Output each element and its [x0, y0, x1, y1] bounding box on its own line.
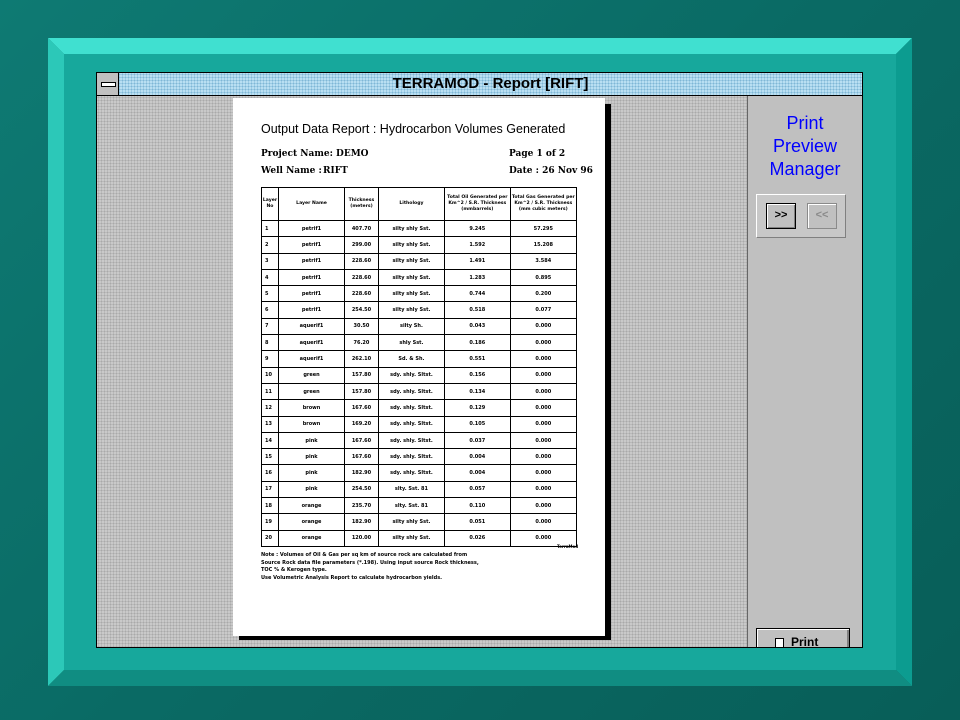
table-row [262, 498, 577, 514]
table-cell-thick: 407.70 [345, 221, 379, 237]
frame-bevel-left [48, 38, 64, 686]
table-cell-no: 13 [262, 416, 279, 432]
table-cell-name: petrif1 [278, 237, 344, 253]
frame-bevel-top [48, 38, 912, 54]
table-cell-no: 14 [262, 432, 279, 448]
table-cell-no: 20 [262, 530, 279, 546]
table-cell-gas: 57.295 [510, 221, 576, 237]
table-row [262, 269, 577, 285]
table-row [262, 221, 577, 237]
table-cell-lith: slty. Sst. 81 [378, 481, 444, 497]
print-button[interactable] [756, 628, 850, 648]
table-row [262, 416, 577, 432]
table-cell-no: 9 [262, 351, 279, 367]
table-cell-oil: 0.134 [445, 383, 511, 399]
table-cell-gas: 0.200 [510, 286, 576, 302]
table-cell-gas: 0.000 [510, 383, 576, 399]
system-menu-button[interactable] [97, 73, 119, 95]
table-row [262, 286, 577, 302]
next-page-button[interactable]: >> [766, 203, 796, 229]
table-cell-no: 8 [262, 335, 279, 351]
table-cell-name: green [278, 367, 344, 383]
table-cell-thick: 120.00 [345, 530, 379, 546]
table-cell-lith: sdy. shly. Sltst. [378, 383, 444, 399]
note-line: Source Rock data file parameters (*.198). Using input source Rock thickness, [261, 559, 479, 566]
table-row [262, 302, 577, 318]
table-row [262, 400, 577, 416]
panel-title-line: Manager [769, 159, 841, 179]
table-cell-gas: 0.000 [510, 449, 576, 465]
table-cell-oil: 0.744 [445, 286, 511, 302]
table-cell-oil: 1.491 [445, 253, 511, 269]
table-row [262, 351, 577, 367]
table-cell-no: 6 [262, 302, 279, 318]
table-row [262, 367, 577, 383]
table-cell-thick: 167.60 [345, 449, 379, 465]
table-cell-gas: 0.000 [510, 400, 576, 416]
table-cell-thick: 182.90 [345, 514, 379, 530]
table-cell-oil: 0.105 [445, 416, 511, 432]
table-cell-oil: 0.043 [445, 318, 511, 334]
report-window [96, 72, 863, 648]
table-cell-thick: 169.20 [345, 416, 379, 432]
table-cell-gas: 0.000 [510, 416, 576, 432]
col-thickness: Thickness (meters) [345, 188, 379, 221]
table-row [262, 481, 577, 497]
table-cell-no: 18 [262, 498, 279, 514]
frame-bevel-bottom [48, 670, 912, 686]
table-cell-oil: 0.004 [445, 449, 511, 465]
table-cell-lith: sdy. shly. Sltst. [378, 432, 444, 448]
table-cell-gas: 0.000 [510, 530, 576, 546]
table-cell-gas: 0.000 [510, 335, 576, 351]
panel-title-line: Print [786, 113, 824, 133]
table-cell-name: petrif1 [278, 269, 344, 285]
table-cell-thick: 228.60 [345, 253, 379, 269]
table-cell-oil: 0.110 [445, 498, 511, 514]
table-cell-oil: 0.129 [445, 400, 511, 416]
report-date: Date : 26 Nov 96 [509, 166, 593, 176]
table-cell-no: 19 [262, 514, 279, 530]
table-cell-lith: sdy. shly. Sltst. [378, 449, 444, 465]
table-cell-name: orange [278, 498, 344, 514]
terramod-tag: TerraMod [557, 544, 579, 549]
table-cell-gas: 0.000 [510, 318, 576, 334]
window-title: TERRAMOD - Report [RIFT] [392, 75, 589, 92]
table-cell-no: 11 [262, 383, 279, 399]
table-cell-no: 4 [262, 269, 279, 285]
table-cell-lith: silty shly Sst. [378, 514, 444, 530]
table-cell-name: pink [278, 465, 344, 481]
table-cell-gas: 0.000 [510, 498, 576, 514]
table-cell-thick: 299.00 [345, 237, 379, 253]
table-cell-gas: 0.000 [510, 465, 576, 481]
col-layer-no: Layer No [262, 188, 279, 221]
table-cell-name: brown [278, 416, 344, 432]
table-cell-oil: 0.051 [445, 514, 511, 530]
table-row [262, 318, 577, 334]
title-bar[interactable] [97, 73, 862, 96]
table-row [262, 530, 577, 546]
table-cell-lith: silty Sh. [378, 318, 444, 334]
table-row [262, 383, 577, 399]
print-preview-area[interactable] [97, 96, 748, 648]
col-total-gas: Total Gas Generated per Km^2 / S.R. Thickness (mm cubic meters) [510, 188, 576, 221]
panel-title [748, 112, 862, 181]
table-cell-lith: silty shly Sst. [378, 286, 444, 302]
table-cell-lith: Sd. & Sh. [378, 351, 444, 367]
table-cell-name: petrif1 [278, 221, 344, 237]
frame-bevel-right [896, 38, 912, 686]
table-cell-lith: sdy. shly. Sltst. [378, 416, 444, 432]
table-cell-oil: 0.004 [445, 465, 511, 481]
table-cell-lith: silty shly Sst. [378, 253, 444, 269]
panel-title-line: Preview [772, 136, 838, 156]
table-cell-gas: 0.000 [510, 351, 576, 367]
table-cell-thick: 76.20 [345, 335, 379, 351]
table-cell-oil: 9.245 [445, 221, 511, 237]
table-cell-gas: 3.584 [510, 253, 576, 269]
table-cell-name: pink [278, 481, 344, 497]
table-cell-no: 3 [262, 253, 279, 269]
table-cell-oil: 0.026 [445, 530, 511, 546]
table-cell-oil: 0.037 [445, 432, 511, 448]
page-nav-group [756, 194, 846, 238]
table-cell-name: orange [278, 530, 344, 546]
table-cell-no: 15 [262, 449, 279, 465]
table-cell-thick: 254.50 [345, 302, 379, 318]
table-cell-oil: 1.283 [445, 269, 511, 285]
table-cell-lith: silty shly Sst. [378, 237, 444, 253]
table-cell-oil: 0.518 [445, 302, 511, 318]
table-row [262, 432, 577, 448]
table-cell-no: 12 [262, 400, 279, 416]
table-cell-name: petrif1 [278, 302, 344, 318]
table-cell-lith: silty shly Sst. [378, 302, 444, 318]
table-cell-no: 10 [262, 367, 279, 383]
table-cell-thick: 228.60 [345, 269, 379, 285]
table-cell-no: 2 [262, 237, 279, 253]
project-name: Project Name: DEMO [261, 149, 369, 159]
note-line: TOC % & Kerogen type. [261, 567, 327, 573]
document-icon [775, 638, 784, 648]
table-cell-thick: 157.80 [345, 367, 379, 383]
table-cell-name: petrif1 [278, 253, 344, 269]
table-row [262, 253, 577, 269]
note-line: Note : Volumes of Oil & Gas per sq km of source rock are calculated from [261, 552, 468, 558]
well-name-label: Well Name : [261, 166, 322, 176]
report-page [233, 98, 605, 636]
system-menu-icon [101, 82, 116, 87]
table-cell-gas: 0.000 [510, 432, 576, 448]
table-row [262, 237, 577, 253]
table-cell-lith: shly Sst. [378, 335, 444, 351]
table-cell-lith: sdy. shly. Sltst. [378, 400, 444, 416]
table-cell-name: petrif1 [278, 286, 344, 302]
table-cell-oil: 0.186 [445, 335, 511, 351]
table-cell-name: aquerif1 [278, 318, 344, 334]
table-cell-no: 7 [262, 318, 279, 334]
table-cell-gas: 0.000 [510, 514, 576, 530]
table-cell-oil: 0.156 [445, 367, 511, 383]
table-cell-lith: sdy. shly. Sltst. [378, 465, 444, 481]
table-cell-gas: 0.000 [510, 481, 576, 497]
table-cell-name: brown [278, 400, 344, 416]
table-cell-lith: silty shly Sst. [378, 221, 444, 237]
table-row [262, 335, 577, 351]
table-cell-lith: slty. Sst. 81 [378, 498, 444, 514]
table-row [262, 449, 577, 465]
note-line: Use Volumetric Analysis Report to calculate hydrocarbon yields. [261, 574, 443, 581]
well-name-value: RIFT [323, 166, 348, 176]
table-cell-name: aquerif1 [278, 335, 344, 351]
col-total-oil: Total Oil Generated per Km^2 / S.R. Thickness (mmbarrels) [445, 188, 511, 221]
table-cell-thick: 262.10 [345, 351, 379, 367]
table-cell-thick: 167.60 [345, 400, 379, 416]
table-cell-thick: 235.70 [345, 498, 379, 514]
preview-manager-panel [748, 96, 862, 648]
table-cell-gas: 0.077 [510, 302, 576, 318]
table-cell-oil: 1.592 [445, 237, 511, 253]
table-body [262, 221, 577, 547]
table-cell-name: green [278, 383, 344, 399]
table-cell-lith: sdy. shly. Sltst. [378, 367, 444, 383]
report-table [261, 187, 577, 547]
table-row [262, 465, 577, 481]
table-cell-lith: silty shly Sst. [378, 530, 444, 546]
table-cell-no: 16 [262, 465, 279, 481]
table-cell-oil: 0.551 [445, 351, 511, 367]
table-cell-gas: 0.000 [510, 367, 576, 383]
table-cell-gas: 0.895 [510, 269, 576, 285]
table-cell-gas: 15.208 [510, 237, 576, 253]
table-row [262, 514, 577, 530]
table-cell-name: aquerif1 [278, 351, 344, 367]
table-cell-name: orange [278, 514, 344, 530]
table-cell-oil: 0.057 [445, 481, 511, 497]
table-cell-no: 17 [262, 481, 279, 497]
table-cell-no: 5 [262, 286, 279, 302]
table-cell-name: pink [278, 432, 344, 448]
table-cell-thick: 30.50 [345, 318, 379, 334]
report-title: Output Data Report : Hydrocarbon Volumes Generated [261, 122, 566, 136]
report-note [261, 552, 581, 582]
table-header-row [262, 188, 577, 221]
page-number: Page 1 of 2 [509, 149, 566, 159]
table-cell-no: 1 [262, 221, 279, 237]
table-cell-thick: 157.80 [345, 383, 379, 399]
col-lithology: Lithology [378, 188, 444, 221]
col-layer-name: Layer Name [278, 188, 344, 221]
table-cell-thick: 228.60 [345, 286, 379, 302]
print-button-label: Print [791, 635, 819, 648]
table-cell-lith: silty shly Sst. [378, 269, 444, 285]
previous-page-button[interactable]: << [807, 203, 837, 229]
table-cell-thick: 182.90 [345, 465, 379, 481]
table-cell-name: pink [278, 449, 344, 465]
table-cell-thick: 167.60 [345, 432, 379, 448]
table-cell-thick: 254.50 [345, 481, 379, 497]
